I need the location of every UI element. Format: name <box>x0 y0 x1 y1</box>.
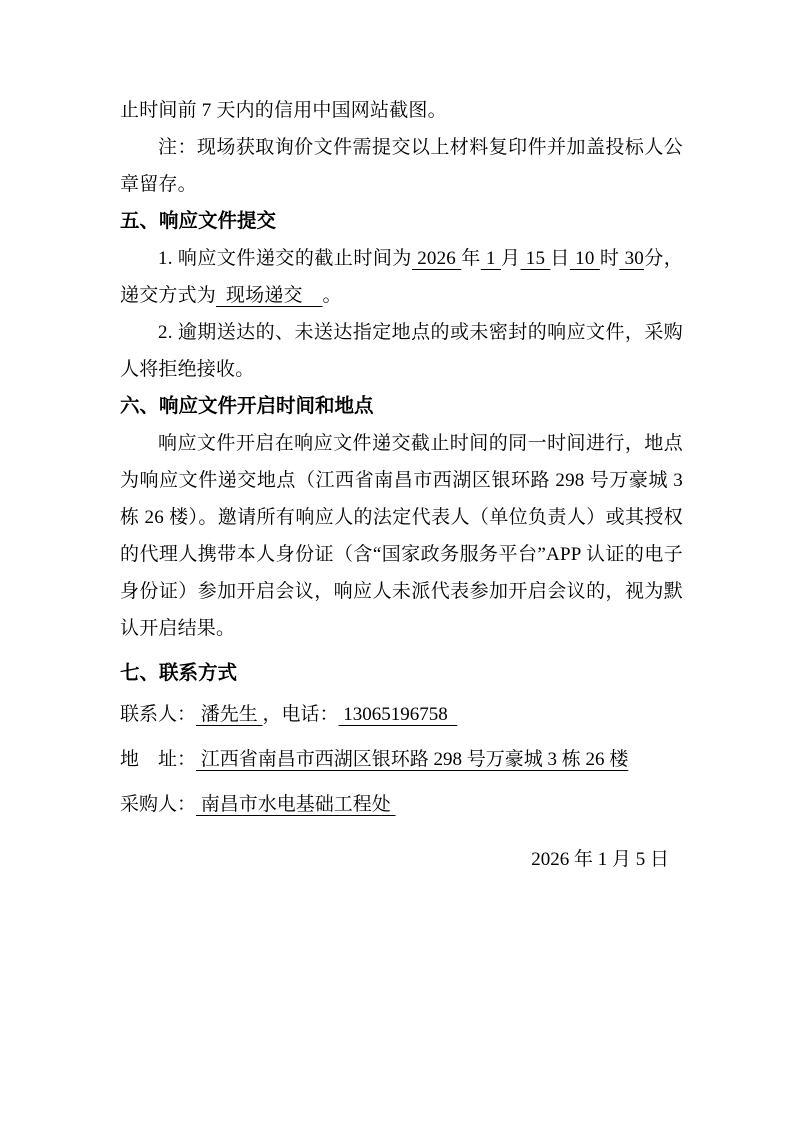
section-6-heading: 六、响应文件开启时间和地点 <box>120 396 374 417</box>
continuation-text: 止时间前 7 天内的信用中国网站截图。 <box>120 100 447 121</box>
date-line: 2026 年 1 月 5 日 <box>531 849 669 870</box>
deadline-year-blank: 2026 <box>411 248 462 269</box>
day-label: 日 <box>550 248 570 269</box>
purchaser-value: 南昌市水电基础工程处 <box>196 794 396 815</box>
contact-person-label: 联系人： <box>120 704 197 725</box>
phone-label: ，电话： <box>262 704 339 725</box>
deadline-hour-blank: 10 <box>569 248 600 269</box>
purchaser-row <box>120 782 683 827</box>
deadline-month-blank: 1 <box>480 248 501 269</box>
submission-deadline-paragraph <box>120 240 683 314</box>
hour-label: 时 <box>599 248 620 269</box>
month-label: 月 <box>500 248 521 269</box>
section-5-heading: 五、响应文件提交 <box>120 211 277 232</box>
page-content <box>120 92 683 897</box>
year-label: 年 <box>461 248 481 269</box>
sentence-end: 。 <box>322 285 342 306</box>
section-7-heading: 七、联系方式 <box>120 663 238 684</box>
late-delivery-paragraph: 2. 逾期送达的、未送达指定地点的或未密封的响应文件，采购人将拒绝接收。 <box>120 322 683 380</box>
note-paragraph: 注：现场获取询价文件需提交以上材料复印件并加盖投标人公章留存。 <box>120 137 683 195</box>
purchaser-label: 采购人： <box>120 794 197 815</box>
contact-person-row <box>120 692 683 737</box>
address-row <box>120 737 683 782</box>
minute-and-method-text: 分，递交方式为 <box>120 248 684 306</box>
contact-person-value: 潘先生 <box>196 704 263 725</box>
opening-paragraph: 响应文件开启在响应文件递交截止时间的同一时间进行，地点为响应文件递交地点（江西省南昌市西湖区银环路 298 号万豪城 3 栋 26 楼）。邀请所有响应人的法定代表人（单位负责人）或其授权的代理人携带本人身份证（含“国家政务服务平台”APP 认证的电子身份证）参加开启会议，响应人未派代表参加开启会议的，视为默认开启结果。 <box>120 433 683 639</box>
address-label: 地 址： <box>120 749 197 770</box>
deadline-text: 1. 响应文件递交的截止时间为 <box>158 248 412 269</box>
delivery-method-blank: 现场递交 <box>216 285 323 306</box>
deadline-day-blank: 15 <box>520 248 551 269</box>
deadline-minute-blank: 30 <box>619 248 644 269</box>
phone-value: 13065196758 <box>338 704 458 725</box>
address-value: 江西省南昌市西湖区银环路 298 号万豪城 3 栋 26 楼 <box>196 749 629 770</box>
